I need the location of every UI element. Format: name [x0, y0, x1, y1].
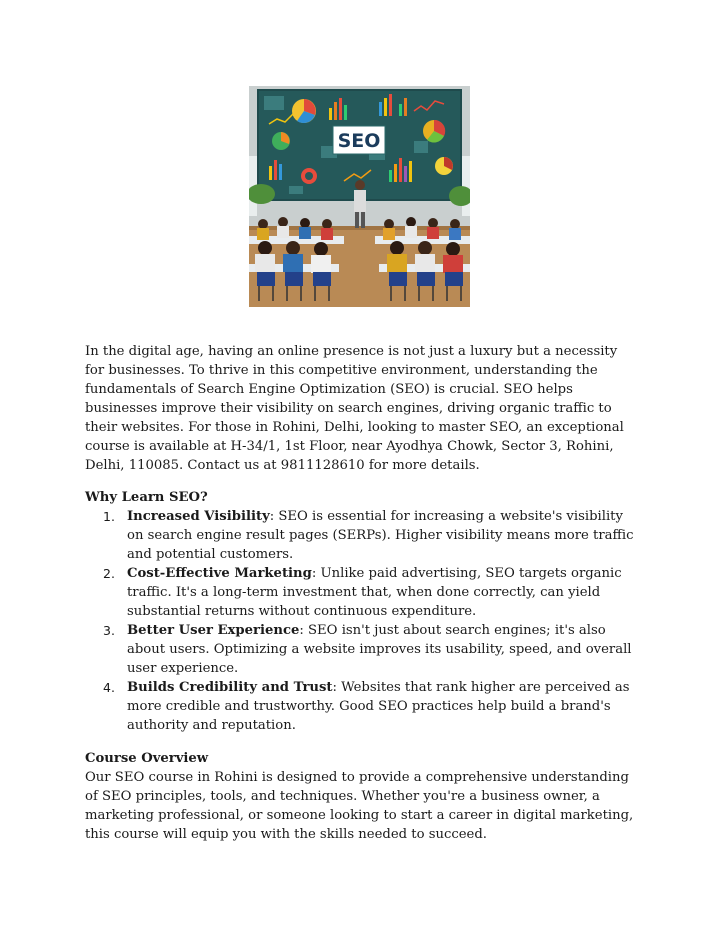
list-number: 4.	[103, 680, 115, 695]
seo-classroom-image	[249, 86, 470, 307]
overview-paragraph: Our SEO course in Rohini is designed to provide a comprehensive understanding of SEO principles, tools, and techniques. Whether you're a business owner, a marketing professional, or someone looking to start a career in digital marketing, this course will equip you with the skills needed to succeed.	[85, 770, 634, 842]
list-item-text: : Unlike paid advertising, SEO targets organic traffic. It's a long-term investment that, when done correctly, can yield substantial returns without continuous expenditure.	[127, 566, 622, 619]
course-overview-heading: Course Overview	[85, 751, 209, 766]
reasons-list	[85, 507, 640, 735]
list-number: 1.	[103, 509, 115, 524]
list-item	[85, 507, 640, 564]
list-item-text: : Websites that rank higher are perceived as more credible and trustworthy. Good SEO practices help build a brand's authority and reputation.	[127, 680, 630, 733]
list-item-title: Increased Visibility	[127, 509, 270, 524]
list-item	[85, 621, 640, 678]
list-number: 3.	[103, 623, 115, 638]
list-item-title: Cost-Effective Marketing	[127, 566, 312, 581]
seo-sign-text: SEO	[337, 130, 381, 152]
why-learn-seo-heading: Why Learn SEO?	[85, 490, 208, 505]
list-item	[85, 678, 640, 735]
list-number: 2.	[103, 566, 115, 581]
intro-paragraph: In the digital age, having an online presence is not just a luxury but a necessity for businesses. To thrive in this competitive environment, understanding the fundamentals of Search Engine Optimization (SEO) is crucial. SEO helps businesses improve their visibility on search engines, driving organic traffic to their websites. For those in Rohini, Delhi, looking to master SEO, an exceptional course is available at H-34/1, 1st Floor, near Ayodhya Chowk, Sector 3, Rohini, Delhi, 110085. Contact us at 9811128610 for more details.	[85, 344, 624, 473]
list-item-text: : SEO isn't just about search engines; it's also about users. Optimizing a website improves its usability, speed, and overall user experience.	[127, 623, 632, 676]
article-body	[85, 342, 640, 844]
list-item-title: Builds Credibility and Trust	[127, 680, 333, 695]
list-item	[85, 564, 640, 621]
list-item-title: Better User Experience	[127, 623, 300, 638]
list-item-text: : SEO is essential for increasing a website's visibility on search engine result pages (SERPs). Higher visibility means more traffic and potential customers.	[127, 509, 634, 562]
